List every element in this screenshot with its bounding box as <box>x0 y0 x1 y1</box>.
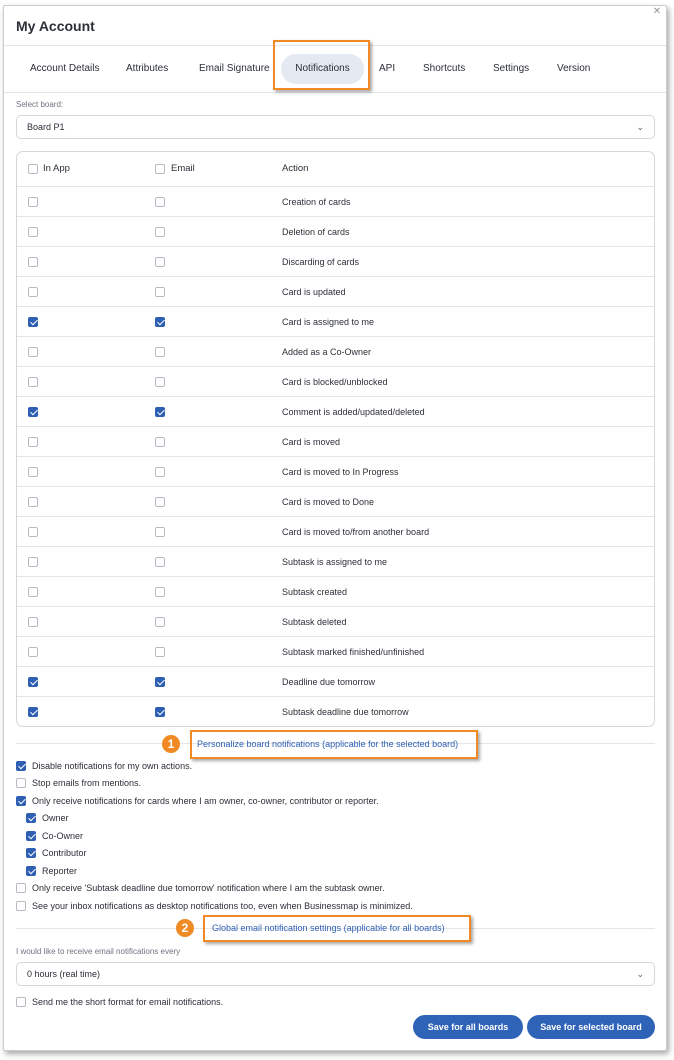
in-app-checkbox[interactable] <box>28 497 38 507</box>
table-row <box>17 577 654 607</box>
table-row <box>17 307 654 337</box>
callout-badge-2: 2 <box>176 919 194 937</box>
personalize-link[interactable]: Personalize board notifications (applicable for the selected board) <box>197 739 459 749</box>
option-checkbox[interactable] <box>26 813 36 823</box>
table-row <box>17 697 654 727</box>
in-app-checkbox[interactable] <box>28 257 38 267</box>
table-row <box>17 337 654 367</box>
tab-attributes[interactable]: Attributes <box>126 63 169 74</box>
table-row <box>17 217 654 247</box>
email-checkbox[interactable] <box>155 287 165 297</box>
option-label: Co-Owner <box>42 831 84 841</box>
option-label: Only receive notifications for cards where I am owner, co-owner, contributor or reporter. <box>32 796 379 806</box>
in-app-checkbox[interactable] <box>28 197 38 207</box>
chevron-down-icon: ⌄ <box>636 122 644 132</box>
save-all-boards-button[interactable]: Save for all boards <box>413 1015 523 1039</box>
frequency-label: I would like to receive email notifications every <box>16 947 181 956</box>
action-label: Subtask created <box>282 587 348 597</box>
in-app-all-checkbox[interactable] <box>28 164 38 174</box>
notification-table <box>16 151 655 727</box>
action-label: Creation of cards <box>282 197 351 207</box>
in-app-checkbox[interactable] <box>28 557 38 567</box>
save-selected-board-button[interactable]: Save for selected board <box>527 1015 655 1039</box>
email-checkbox[interactable] <box>155 647 165 657</box>
option-label: See your inbox notifications as desktop notifications too, even when Businessmap is minimized. <box>32 901 413 911</box>
tab-email-signature[interactable]: Email Signature <box>199 63 270 74</box>
table-row <box>17 547 654 577</box>
in-app-checkbox[interactable] <box>28 617 38 627</box>
email-checkbox[interactable] <box>155 527 165 537</box>
action-label: Subtask deadline due tomorrow <box>282 707 409 717</box>
action-label: Card is moved to Done <box>282 497 375 507</box>
callout-badge-1: 1 <box>162 735 180 753</box>
email-checkbox[interactable] <box>155 677 165 687</box>
in-app-checkbox[interactable] <box>28 377 38 387</box>
action-label: Comment is added/updated/deleted <box>282 407 425 417</box>
in-app-checkbox[interactable] <box>28 467 38 477</box>
email-all-checkbox[interactable] <box>155 164 165 174</box>
table-row <box>17 607 654 637</box>
option-label: Only receive 'Subtask deadline due tomorrow' notification where I am the subtask owner. <box>32 883 385 893</box>
option-checkbox[interactable] <box>16 883 26 893</box>
option-label: Stop emails from mentions. <box>32 778 142 788</box>
tab-bar <box>4 46 666 93</box>
action-label: Card is blocked/unblocked <box>282 377 388 387</box>
email-checkbox[interactable] <box>155 557 165 567</box>
option-label: Owner <box>42 813 69 823</box>
action-label: Card is assigned to me <box>282 317 375 327</box>
in-app-checkbox[interactable] <box>28 527 38 537</box>
tab-notifications[interactable]: Notifications <box>281 54 364 84</box>
action-label: Card is moved to In Progress <box>282 467 399 477</box>
email-checkbox[interactable] <box>155 347 165 357</box>
email-checkbox[interactable] <box>155 197 165 207</box>
table-row <box>17 187 654 217</box>
table-row <box>17 367 654 397</box>
table-row <box>17 427 654 457</box>
board-select-value: Board P1 <box>27 122 65 132</box>
option-checkbox[interactable] <box>16 901 26 911</box>
email-checkbox[interactable] <box>155 227 165 237</box>
table-row <box>17 247 654 277</box>
email-checkbox[interactable] <box>155 257 165 267</box>
email-checkbox[interactable] <box>155 497 165 507</box>
chevron-down-icon: ⌄ <box>636 969 644 979</box>
option-checkbox[interactable] <box>16 796 26 806</box>
action-label: Added as a Co-Owner <box>282 347 372 357</box>
in-app-checkbox[interactable] <box>28 677 38 687</box>
tab-api[interactable]: API <box>379 63 396 74</box>
in-app-header: In App <box>43 163 70 174</box>
my-account-dialog <box>3 5 667 1051</box>
tab-account-details[interactable]: Account Details <box>30 63 100 74</box>
option-checkbox[interactable] <box>16 997 26 1007</box>
action-label: Subtask marked finished/unfinished <box>282 647 425 657</box>
in-app-checkbox[interactable] <box>28 317 38 327</box>
email-checkbox[interactable] <box>155 377 165 387</box>
table-header <box>17 152 654 187</box>
option-checkbox[interactable] <box>26 831 36 841</box>
notifications-tab-callout <box>273 40 370 90</box>
action-label: Discarding of cards <box>282 257 360 267</box>
tab-settings[interactable]: Settings <box>493 63 530 74</box>
email-checkbox[interactable] <box>155 707 165 717</box>
action-label: Subtask deleted <box>282 617 347 627</box>
action-label: Card is updated <box>282 287 346 297</box>
global-email-link[interactable]: Global email notification settings (applicable for all boards) <box>212 923 445 933</box>
email-header: Email <box>171 163 195 174</box>
table-row <box>17 667 654 697</box>
action-label: Card is moved <box>282 437 341 447</box>
close-icon[interactable]: ✕ <box>652 6 662 17</box>
in-app-checkbox[interactable] <box>28 407 38 417</box>
option-label: Contributor <box>42 848 87 858</box>
in-app-checkbox[interactable] <box>28 227 38 237</box>
option-checkbox[interactable] <box>26 848 36 858</box>
in-app-checkbox[interactable] <box>28 587 38 597</box>
table-row <box>17 517 654 547</box>
in-app-checkbox[interactable] <box>28 347 38 357</box>
option-label: Send me the short format for email notifications. <box>32 997 224 1007</box>
option-label: Disable notifications for my own actions. <box>32 761 193 771</box>
option-checkbox[interactable] <box>16 778 26 788</box>
table-row <box>17 487 654 517</box>
frequency-select[interactable] <box>16 962 655 986</box>
email-checkbox[interactable] <box>155 437 165 447</box>
table-row <box>17 277 654 307</box>
tab-shortcuts[interactable]: Shortcuts <box>423 63 466 74</box>
option-checkbox[interactable] <box>26 866 36 876</box>
action-label: Deletion of cards <box>282 227 350 237</box>
action-label: Deadline due tomorrow <box>282 677 376 687</box>
dialog-title: My Account <box>16 18 95 34</box>
frequency-value: 0 hours (real time) <box>27 969 101 979</box>
email-checkbox[interactable] <box>155 407 165 417</box>
in-app-checkbox[interactable] <box>28 437 38 447</box>
email-checkbox[interactable] <box>155 317 165 327</box>
table-row <box>17 397 654 427</box>
email-checkbox[interactable] <box>155 617 165 627</box>
board-select[interactable] <box>16 115 655 139</box>
select-board-label: Select board: <box>16 100 64 109</box>
option-label: Reporter <box>42 866 78 876</box>
in-app-checkbox[interactable] <box>28 287 38 297</box>
table-body <box>17 187 654 727</box>
action-label: Subtask is assigned to me <box>282 557 388 567</box>
action-label: Card is moved to/from another board <box>282 527 430 537</box>
option-checkbox[interactable] <box>16 761 26 771</box>
in-app-checkbox[interactable] <box>28 707 38 717</box>
in-app-checkbox[interactable] <box>28 647 38 657</box>
action-header: Action <box>282 163 309 174</box>
email-checkbox[interactable] <box>155 587 165 597</box>
table-row <box>17 637 654 667</box>
table-row <box>17 457 654 487</box>
email-checkbox[interactable] <box>155 467 165 477</box>
tab-version[interactable]: Version <box>557 63 591 74</box>
